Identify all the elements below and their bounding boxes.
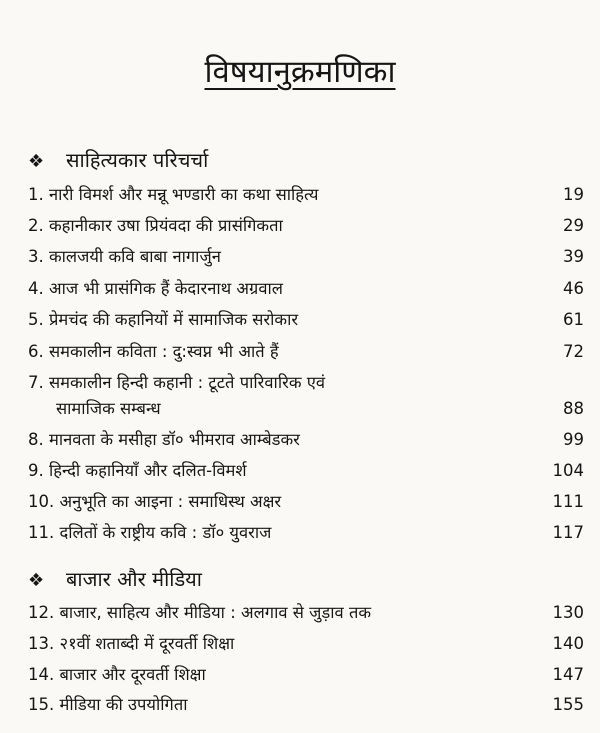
toc-entry-title: 6. समकालीन कविता : दु:स्वप्न भी आते हैं xyxy=(28,342,279,361)
toc-entry xyxy=(28,211,584,241)
toc-entry-page: 147 xyxy=(552,665,584,684)
toc-entry xyxy=(28,305,584,335)
page-title: विषयानुक्रमणिका xyxy=(204,54,396,90)
section-heading-text: साहित्यकार परिचर्चा xyxy=(66,148,209,172)
toc-entry-page: 117 xyxy=(552,523,584,542)
toc-entry-page: 39 xyxy=(563,247,584,266)
toc-entry xyxy=(28,690,584,720)
toc-entry-page: 155 xyxy=(552,695,584,714)
toc-entry-title: 10. अनुभूति का आइना : समाधिस्थ अक्षर xyxy=(28,492,282,511)
toc-entry-continuation xyxy=(28,394,584,424)
diamond-bullet-icon: ❖ xyxy=(28,570,45,591)
toc-entry-title: 12. बाजार, साहित्य और मीडिया : अलगाव से जुड़ाव तक xyxy=(28,603,372,622)
toc-entry-title: 5. प्रेमचंद की कहानियों में सामाजिक सरोकार xyxy=(28,310,299,329)
toc-entry-page: 111 xyxy=(552,492,584,511)
toc-entry-title: सामाजिक सम्बन्ध xyxy=(56,399,161,418)
toc-entry-page: 29 xyxy=(563,216,584,235)
section-heading xyxy=(28,565,202,593)
section-heading-text: बाजार और मीडिया xyxy=(66,567,202,591)
toc-entry-page: 61 xyxy=(563,310,584,329)
toc-entry xyxy=(28,629,584,659)
toc-entry xyxy=(28,425,584,455)
toc-entry-title: 8. मानवता के मसीहा डॉ० भीमराव आम्बेडकर xyxy=(28,430,300,449)
toc-entry-page: 130 xyxy=(552,603,584,622)
toc-entry xyxy=(28,242,584,272)
toc-entry xyxy=(28,180,584,210)
toc-entry-title: 15. मीडिया की उपयोगिता xyxy=(28,695,188,714)
toc-entry-title: 2. कहानीकार उषा प्रियंवदा की प्रासंगिकता xyxy=(28,216,283,235)
toc-entry-title: 7. समकालीन हिन्दी कहानी : टूटते पारिवारिक एवं xyxy=(28,373,326,392)
toc-entry xyxy=(28,518,584,548)
toc-entry-page: 140 xyxy=(552,634,584,653)
toc-entry-title: 9. हिन्दी कहानियाँ और दलित-विमर्श xyxy=(28,461,247,480)
toc-entry xyxy=(28,456,584,486)
toc-entry-title: 1. नारी विमर्श और मन्नू भण्डारी का कथा साहित्य xyxy=(28,185,319,204)
toc-entry-page: 99 xyxy=(563,430,584,449)
toc-entry-page: 72 xyxy=(563,342,584,361)
toc-entry-page: 104 xyxy=(552,461,584,480)
toc-entry-title: 4. आज भी प्रासंगिक हैं केदारनाथ अग्रवाल xyxy=(28,279,283,298)
toc-entry xyxy=(28,337,584,367)
toc-entry-page: 88 xyxy=(563,399,584,418)
toc-entry xyxy=(28,274,584,304)
toc-entry-title: 14. बाजार और दूरवर्ती शिक्षा xyxy=(28,665,206,684)
toc-entry-page: 46 xyxy=(563,279,584,298)
toc-entry-title: 13. २१वीं शताब्दी में दूरवर्ती शिक्षा xyxy=(28,634,235,653)
toc-entry-title: 3. कालजयी कवि बाबा नागार्जुन xyxy=(28,247,221,266)
toc-entry xyxy=(28,598,584,628)
diamond-bullet-icon: ❖ xyxy=(28,151,45,172)
toc-entry-page: 19 xyxy=(563,185,584,204)
toc-entry xyxy=(28,487,584,517)
section-heading xyxy=(28,146,208,174)
toc-entry xyxy=(28,660,584,690)
toc-entry-title: 11. दलितों के राष्ट्रीय कवि : डॉ० युवराज xyxy=(28,523,272,542)
